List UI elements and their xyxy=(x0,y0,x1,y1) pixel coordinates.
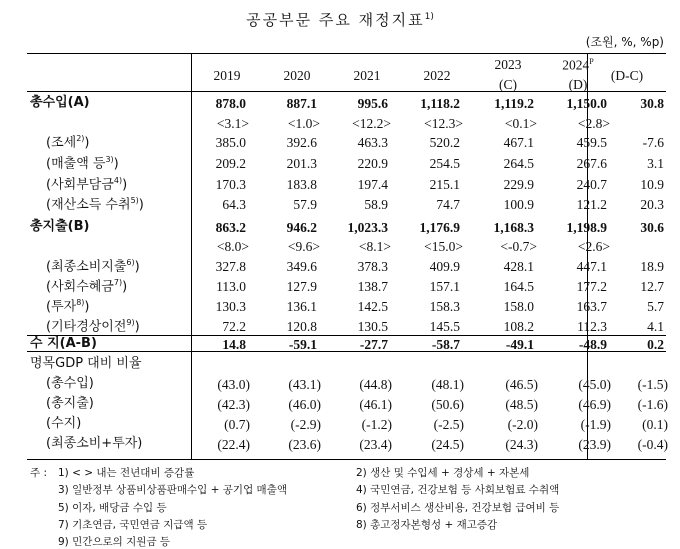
footnote-mark: 5) xyxy=(130,196,139,205)
table-cell: 863.2 xyxy=(215,220,246,235)
row-label xyxy=(30,96,90,109)
column-header-label: 2023 xyxy=(494,57,522,72)
table-cell: 267.6 xyxy=(576,156,607,171)
table-cell: 130.5 xyxy=(357,319,388,334)
row-label-text: 수 지(A-B) xyxy=(30,336,97,351)
row-label xyxy=(30,337,97,350)
row-label xyxy=(46,135,90,149)
gdp-ratio-cell: (43.1) xyxy=(288,377,321,392)
table-cell: 113.0 xyxy=(216,279,246,294)
row-label-text: (투자 xyxy=(46,299,77,315)
row-label xyxy=(46,259,140,273)
column-header-0 xyxy=(192,69,262,83)
table-cell: 447.1 xyxy=(576,259,607,274)
footnote-item: 4) 국민연금, 건강보험 등 사회보험료 수취액 xyxy=(356,484,560,496)
footnote-mark: 9) xyxy=(126,318,135,327)
table-cell: 158.0 xyxy=(503,299,534,314)
table-cell: 18.9 xyxy=(640,259,664,274)
column-header-1 xyxy=(262,69,332,83)
table-cell: 887.1 xyxy=(286,96,317,111)
row-label-text: (최종소비지출 xyxy=(46,259,127,275)
row-label-close: ) xyxy=(138,197,144,213)
gdp-ratio-cell: (24.3) xyxy=(505,437,538,452)
growth-rate-cell: <9.6> xyxy=(287,239,320,254)
row-label-close: ) xyxy=(84,299,90,315)
footnote-item: 8) 총고정자본형성 + 재고증감 xyxy=(356,519,498,531)
footnote-item: 1) < > 내는 전년대비 증감률 xyxy=(58,467,195,479)
row-label-close: ) xyxy=(122,177,128,193)
table-cell: 240.7 xyxy=(576,177,607,192)
gdp-ratio-cell: (0.7) xyxy=(224,417,250,432)
row-label-close: ) xyxy=(113,156,119,172)
gdp-row-label: (수지) xyxy=(46,416,82,431)
table-cell: 183.8 xyxy=(286,177,317,192)
table-cell: 1,198.9 xyxy=(566,220,607,235)
table-cell: -49.1 xyxy=(505,337,534,352)
gdp-ratio-cell: (23.4) xyxy=(359,437,392,452)
table-cell: 1,168.3 xyxy=(493,220,534,235)
table-cell: 136.1 xyxy=(286,299,317,314)
gdp-ratio-cell: (-1.5) xyxy=(637,377,668,392)
table-cell: 120.8 xyxy=(286,319,317,334)
row-label-close: ) xyxy=(122,279,128,295)
table-cell: 1,176.9 xyxy=(419,220,460,235)
row-label-text: (사회부담금 xyxy=(46,177,114,193)
gdp-ratio-cell: (-2.0) xyxy=(507,417,538,432)
table-cell: 3.1 xyxy=(647,156,664,171)
column-header-label: 2019 xyxy=(213,68,241,83)
row-label xyxy=(46,197,144,211)
row-label xyxy=(46,156,119,170)
table-cell: 163.7 xyxy=(576,299,607,314)
growth-rate-cell: <8.1> xyxy=(358,239,391,254)
growth-rate-cell: <2.6> xyxy=(577,239,610,254)
table-cell: 170.3 xyxy=(215,177,246,192)
table-cell: 14.8 xyxy=(222,337,246,352)
row-label-text: (매출액 등 xyxy=(46,156,106,172)
table-cell: 127.9 xyxy=(286,279,317,294)
row-label xyxy=(46,319,140,333)
table-cell: 428.1 xyxy=(503,259,534,274)
row-label-text: (기타경상이전 xyxy=(46,319,127,335)
footnote-item: 7) 기초연금, 국민연금 지급액 등 xyxy=(58,519,208,531)
table-cell: 4.1 xyxy=(647,319,664,334)
row-label xyxy=(46,299,90,313)
table-bottom-border xyxy=(27,459,666,460)
title-footnote-mark: 1) xyxy=(424,12,434,22)
column-header-sub: (D) xyxy=(568,77,588,92)
growth-rate-cell: <15.0> xyxy=(424,239,463,254)
table-cell: 197.4 xyxy=(357,177,388,192)
footnote-item: 3) 일반정부 상품비상품판매수입 + 공기업 매출액 xyxy=(58,484,287,496)
table-cell: 30.6 xyxy=(640,220,664,235)
footnote-mark: 7) xyxy=(113,278,123,287)
table-cell: 1,119.2 xyxy=(494,96,534,111)
table-cell: 1,150.0 xyxy=(566,96,607,111)
gdp-ratio-cell: (23.6) xyxy=(288,437,321,452)
balance-top-border xyxy=(27,335,666,336)
gdp-row-label: (최종소비+투자) xyxy=(46,436,143,451)
gdp-ratio-cell: (50.6) xyxy=(431,397,464,412)
column-header-2 xyxy=(332,69,402,83)
gdp-ratio-cell: (45.0) xyxy=(578,377,611,392)
gdp-ratio-cell: (42.3) xyxy=(217,397,250,412)
table-cell: -48.9 xyxy=(578,337,607,352)
table-cell: 164.5 xyxy=(503,279,534,294)
gdp-ratio-cell: (-2.9) xyxy=(290,417,321,432)
gdp-ratio-cell: (48.1) xyxy=(431,377,464,392)
column-header-6 xyxy=(592,69,662,83)
column-header-3 xyxy=(402,69,472,83)
table-cell: 58.9 xyxy=(364,197,388,212)
table-cell: 130.3 xyxy=(215,299,246,314)
row-label xyxy=(46,279,127,293)
footnote-item: 9) 민간으로의 지원금 등 xyxy=(58,536,171,548)
table-cell: 5.7 xyxy=(647,299,664,314)
table-cell: 520.2 xyxy=(429,135,460,150)
table-cell: 327.8 xyxy=(215,259,246,274)
footnote-item: 2) 생산 및 수입세 + 경상세 + 자본세 xyxy=(356,467,530,479)
column-header-sup: P xyxy=(589,57,594,66)
footnote-mark: 6) xyxy=(126,258,135,267)
column-header-label: 2024 xyxy=(562,57,590,73)
table-cell: 145.5 xyxy=(429,319,460,334)
gdp-ratio-cell: (48.5) xyxy=(505,397,538,412)
table-title: 공공부문 주요 재정지표$^{1)}$ xyxy=(246,11,434,29)
unit-label: (조원, %, %p) xyxy=(585,35,664,49)
table-cell: 72.2 xyxy=(222,319,246,334)
table-cell: 177.2 xyxy=(576,279,607,294)
table-cell: 157.1 xyxy=(429,279,460,294)
footnote-item: 5) 이자, 배당금 수입 등 xyxy=(58,502,167,514)
table-cell: 138.7 xyxy=(357,279,388,294)
footnote-item: 6) 정부서비스 생산비용, 건강보험 급여비 등 xyxy=(356,502,560,514)
table-cell: 74.7 xyxy=(436,197,460,212)
gdp-ratio-cell: (24.5) xyxy=(431,437,464,452)
table-cell: 209.2 xyxy=(215,156,246,171)
column-header-label: 2021 xyxy=(353,68,381,83)
table-cell: 112.3 xyxy=(577,319,607,334)
row-label-close: ) xyxy=(84,135,90,151)
table-cell: -58.7 xyxy=(431,337,460,352)
table-cell: 878.0 xyxy=(215,96,246,111)
column-header-label: 2020 xyxy=(283,68,311,83)
gdp-ratio-cell: (46.5) xyxy=(505,377,538,392)
table-cell: 946.2 xyxy=(286,220,317,235)
row-label-close: ) xyxy=(134,319,140,335)
table-cell: 121.2 xyxy=(576,197,607,212)
footnote-mark: 2) xyxy=(76,134,85,143)
table-cell: 463.3 xyxy=(357,135,388,150)
notes-prefix: 주 : xyxy=(30,467,48,479)
table-cell: 142.5 xyxy=(357,299,388,314)
table-cell: 385.0 xyxy=(215,135,246,150)
table-cell: 215.1 xyxy=(429,177,460,192)
row-label-text: (사회수혜금 xyxy=(46,279,114,295)
gdp-ratio-cell: (-2.5) xyxy=(433,417,464,432)
growth-rate-cell: <2.8> xyxy=(577,116,610,131)
gdp-ratio-cell: (23.9) xyxy=(578,437,611,452)
table-cell: 1,118.2 xyxy=(420,96,460,111)
table-cell: 64.3 xyxy=(222,197,246,212)
growth-rate-cell: <0.1> xyxy=(504,116,537,131)
gdp-ratio-cell: (46.0) xyxy=(288,397,321,412)
gdp-ratio-cell: (-0.4) xyxy=(637,437,668,452)
table-cell: 108.2 xyxy=(503,319,534,334)
table-cell: 409.9 xyxy=(429,259,460,274)
row-label-text: 총지출(B) xyxy=(30,219,90,234)
table-cell: 254.5 xyxy=(429,156,460,171)
table-cell: 459.5 xyxy=(576,135,607,150)
table-cell: -27.7 xyxy=(359,337,388,352)
table-cell: 100.9 xyxy=(503,197,534,212)
gdp-ratio-cell: (22.4) xyxy=(217,437,250,452)
table-cell: 349.6 xyxy=(286,259,317,274)
footnote-mark: 8) xyxy=(76,298,85,307)
gdp-ratio-cell: (0.1) xyxy=(642,417,668,432)
gdp-ratio-cell: (46.9) xyxy=(578,397,611,412)
growth-rate-cell: <3.1> xyxy=(216,116,249,131)
row-label-text: (조세 xyxy=(46,135,77,151)
row-label xyxy=(30,220,89,233)
table-cell: -59.1 xyxy=(288,337,317,352)
column-header-label: (D-C) xyxy=(610,68,644,83)
table-cell: 392.6 xyxy=(286,135,317,150)
table-cell: 467.1 xyxy=(503,135,534,150)
gdp-ratio-cell: (-1.9) xyxy=(580,417,611,432)
row-label xyxy=(46,177,127,191)
table-cell: 995.6 xyxy=(357,96,388,111)
table-cell: 378.3 xyxy=(357,259,388,274)
gdp-ratio-cell: (-1.6) xyxy=(637,397,668,412)
table-cell: 12.7 xyxy=(640,279,664,294)
row-label-close: ) xyxy=(134,259,140,275)
footnote-mark: 3) xyxy=(105,155,114,164)
table-cell: 229.9 xyxy=(503,177,534,192)
table-cell: 10.9 xyxy=(640,177,664,192)
table-cell: 1,023.3 xyxy=(347,220,388,235)
growth-rate-cell: <12.2> xyxy=(352,116,391,131)
table-cell: 220.9 xyxy=(357,156,388,171)
column-header-4 xyxy=(473,58,543,72)
gdp-ratio-header: 명목GDP 대비 비율 xyxy=(30,356,142,371)
growth-rate-cell: <8.0> xyxy=(216,239,249,254)
gdp-ratio-cell: (43.0) xyxy=(217,377,250,392)
gdp-row-label: (총수입) xyxy=(46,376,94,391)
table-cell: 57.9 xyxy=(293,197,317,212)
row-label-text: (재산소득 수취 xyxy=(46,197,131,213)
growth-rate-cell: <-0.7> xyxy=(500,239,537,254)
table-cell: 30.8 xyxy=(640,96,664,111)
row-label-text: 총수입(A) xyxy=(30,95,90,110)
table-cell: 20.3 xyxy=(640,197,664,212)
column-header-sub: (C) xyxy=(499,77,517,92)
gdp-ratio-cell: (46.1) xyxy=(359,397,392,412)
growth-rate-cell: <1.0> xyxy=(287,116,320,131)
growth-rate-cell: <12.3> xyxy=(424,116,463,131)
table-cell: 0.2 xyxy=(647,337,664,352)
table-top-border xyxy=(27,53,666,54)
table-cell: 264.5 xyxy=(503,156,534,171)
table-cell: -7.6 xyxy=(642,135,664,150)
column-header-label: 2022 xyxy=(423,68,451,83)
gdp-ratio-cell: (44.8) xyxy=(359,377,392,392)
table-cell: 201.3 xyxy=(286,156,317,171)
gdp-row-label: (총지출) xyxy=(46,396,94,411)
footnote-mark: 4) xyxy=(113,176,123,185)
gdp-ratio-cell: (-1.2) xyxy=(361,417,392,432)
table-cell: 158.3 xyxy=(429,299,460,314)
